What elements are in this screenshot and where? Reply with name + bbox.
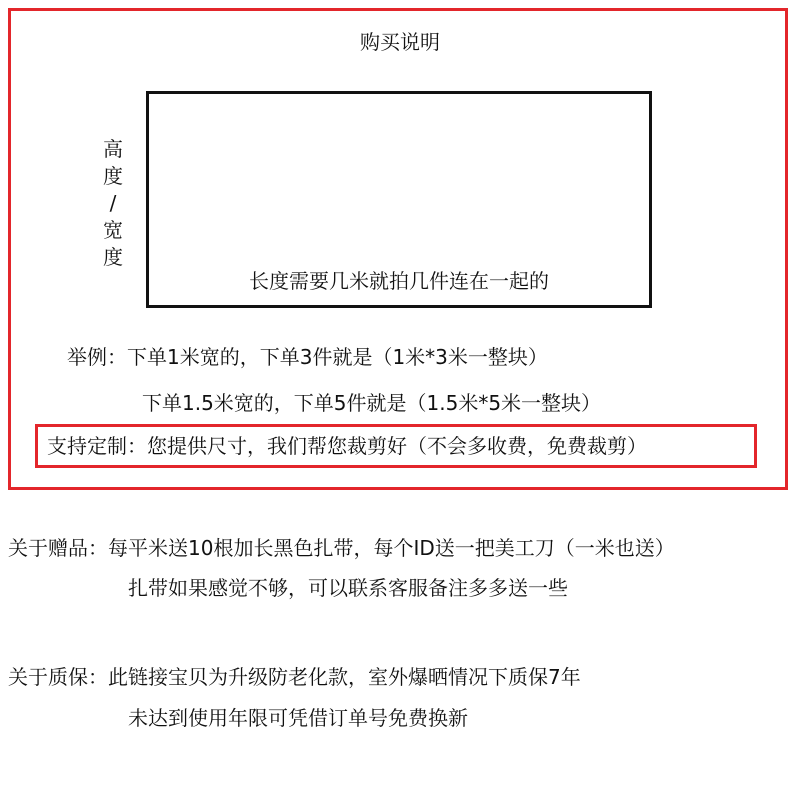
- side-label-char: /: [109, 191, 117, 215]
- height-width-label: [96, 136, 130, 271]
- custom-note-box: [35, 424, 757, 468]
- custom-note-text: 支持定制：您提供尺寸，我们帮您裁剪好（不会多收费，免费裁剪）: [47, 434, 647, 458]
- length-caption: 长度需要几米就拍几件连在一起的: [249, 269, 549, 293]
- warranty-line-1: 关于质保：此链接宝贝为升级防老化款，室外爆晒情况下质保7年: [8, 665, 581, 689]
- page-title: 购买说明: [360, 30, 440, 54]
- side-label-char: 度: [103, 245, 123, 269]
- side-label-char: 度: [103, 164, 123, 188]
- warranty-line-2: 未达到使用年限可凭借订单号免费换新: [128, 706, 468, 730]
- side-label-char: 宽: [103, 218, 123, 242]
- example-line-1: 举例：下单1米宽的，下单3件就是（1米*3米一整块）: [67, 345, 548, 369]
- side-label-char: 高: [103, 137, 123, 161]
- example-line-2: 下单1.5米宽的，下单5件就是（1.5米*5米一整块）: [142, 391, 602, 415]
- size-diagram-rectangle: [146, 91, 652, 308]
- gift-line-1: 关于赠品：每平米送10根加长黑色扎带，每个ID送一把美工刀（一米也送）: [8, 536, 675, 560]
- gift-line-2: 扎带如果感觉不够，可以联系客服备注多多送一些: [128, 576, 568, 600]
